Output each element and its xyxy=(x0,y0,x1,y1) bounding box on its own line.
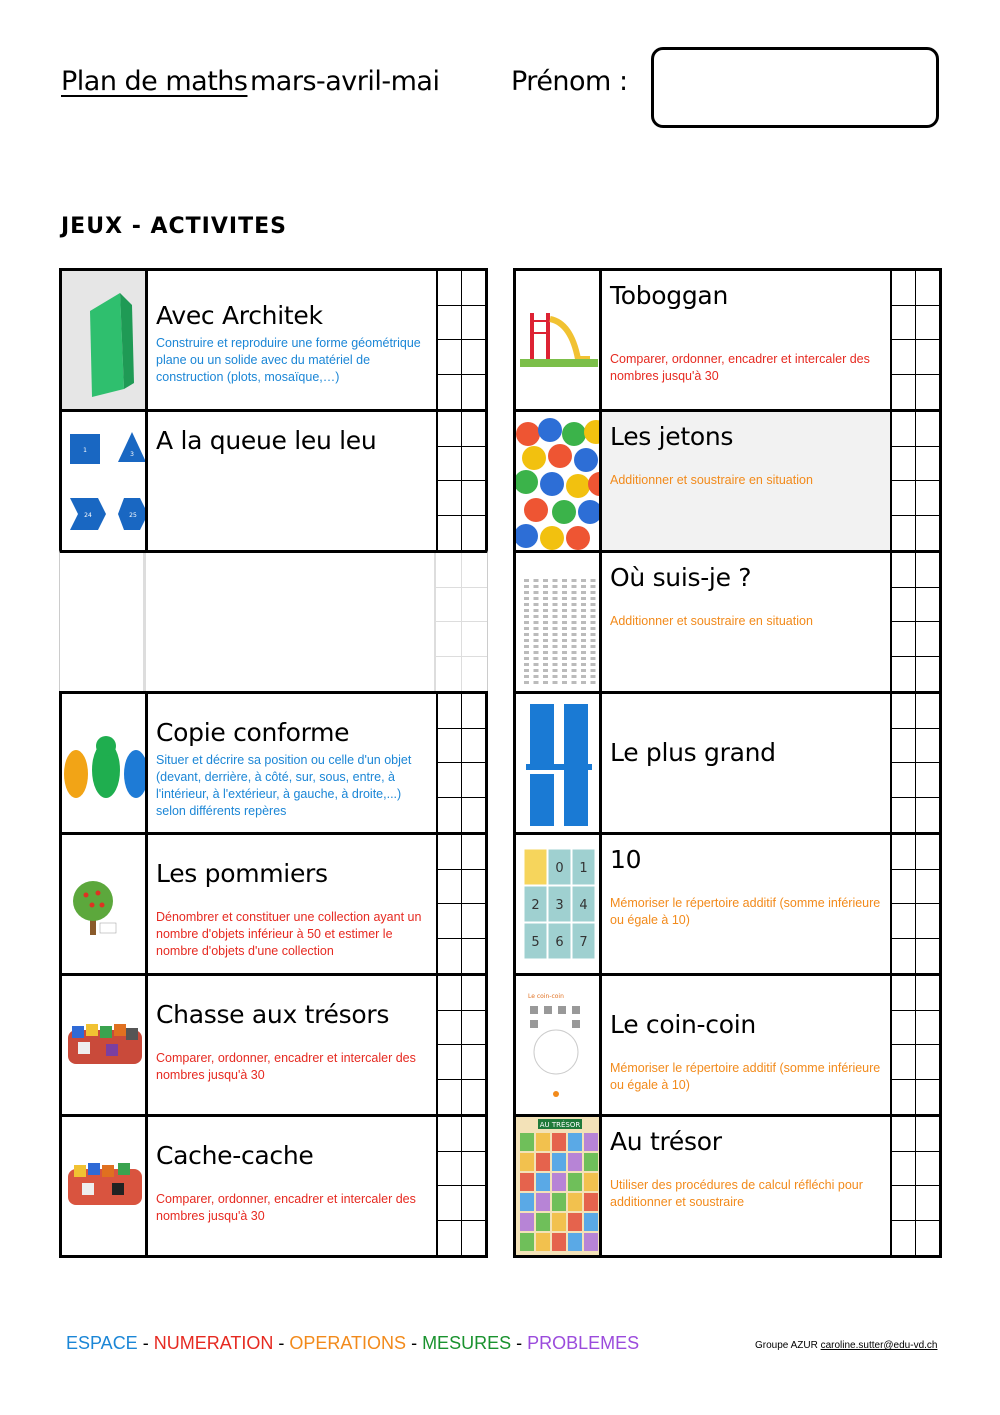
svg-text:24: 24 xyxy=(84,512,92,519)
progress-checkbox[interactable] xyxy=(438,375,462,410)
progress-checkbox[interactable] xyxy=(438,271,462,306)
progress-checkbox[interactable] xyxy=(916,375,940,410)
activity-row xyxy=(59,268,488,412)
activity-text xyxy=(148,1117,438,1255)
progress-checkbox[interactable] xyxy=(892,1221,916,1256)
progress-checkboxes[interactable] xyxy=(438,835,485,973)
activity-row xyxy=(513,268,942,412)
svg-text:AU TRÉSOR: AU TRÉSOR xyxy=(539,1121,581,1129)
progress-checkboxes[interactable] xyxy=(438,694,485,832)
activity-row xyxy=(513,691,942,835)
activity-row xyxy=(513,409,942,553)
activity-illustration xyxy=(516,412,602,550)
progress-checkboxes[interactable] xyxy=(892,553,939,691)
legend-sep: - xyxy=(273,1333,290,1353)
progress-checkbox[interactable] xyxy=(462,798,486,833)
activity-row xyxy=(513,1114,942,1258)
activity-title: Copie conforme xyxy=(156,718,350,747)
progress-checkbox[interactable] xyxy=(438,412,462,447)
progress-checkbox[interactable] xyxy=(892,939,916,974)
progress-checkbox[interactable] xyxy=(462,588,488,623)
progress-checkbox[interactable] xyxy=(892,1117,916,1152)
activity-text xyxy=(602,976,892,1114)
progress-checkbox[interactable] xyxy=(438,835,462,870)
progress-checkbox[interactable] xyxy=(462,694,486,729)
activity-illustration xyxy=(516,835,602,973)
activity-row xyxy=(59,691,488,835)
progress-checkbox[interactable] xyxy=(892,412,916,447)
progress-checkbox[interactable] xyxy=(892,835,916,870)
progress-checkboxes[interactable] xyxy=(438,412,485,550)
progress-checkbox[interactable] xyxy=(438,1221,462,1256)
progress-checkbox[interactable] xyxy=(892,1152,916,1187)
svg-text:0: 0 xyxy=(555,861,564,876)
activity-description: Additionner et soustraire en situation xyxy=(610,473,813,487)
progress-checkbox[interactable] xyxy=(462,870,486,905)
activity-illustration xyxy=(62,271,148,409)
activity-illustration xyxy=(516,271,602,409)
progress-checkbox[interactable] xyxy=(916,694,940,729)
activities-right-column xyxy=(513,268,942,1258)
progress-checkbox[interactable] xyxy=(462,516,486,551)
progress-checkbox[interactable] xyxy=(916,798,940,833)
activity-text xyxy=(148,412,438,550)
activity-title: Chasse aux trésors xyxy=(156,1000,390,1029)
activity-text xyxy=(148,835,438,973)
activity-title: Avec Architek xyxy=(156,301,323,330)
progress-checkbox[interactable] xyxy=(916,588,940,623)
progress-checkbox[interactable] xyxy=(892,588,916,623)
svg-text:2: 2 xyxy=(531,898,540,913)
progress-checkbox[interactable] xyxy=(916,657,940,692)
progress-checkbox[interactable] xyxy=(892,481,916,516)
progress-checkbox[interactable] xyxy=(916,271,940,306)
progress-checkbox[interactable] xyxy=(462,375,486,410)
progress-checkboxes[interactable] xyxy=(438,271,485,409)
activity-title: A la queue leu leu xyxy=(156,426,377,455)
progress-checkbox[interactable] xyxy=(438,694,462,729)
progress-checkbox[interactable] xyxy=(438,1045,462,1080)
progress-checkbox[interactable] xyxy=(436,622,462,657)
progress-checkbox[interactable] xyxy=(916,870,940,905)
legend-sep: - xyxy=(137,1333,154,1353)
activity-description: Additionner et soustraire en situation xyxy=(610,614,813,628)
activity-text xyxy=(602,835,892,973)
activity-description: Comparer, ordonner, encadrer et intercaler des nombres jusqu'à 30 xyxy=(156,1051,416,1082)
progress-checkbox[interactable] xyxy=(916,729,940,764)
legend-problemes: PROBLEMES xyxy=(527,1333,640,1353)
progress-checkbox[interactable] xyxy=(462,976,486,1011)
progress-checkbox[interactable] xyxy=(916,340,940,375)
progress-checkbox[interactable] xyxy=(462,1011,486,1046)
progress-checkboxes[interactable] xyxy=(438,1117,485,1255)
progress-checkbox[interactable] xyxy=(462,1152,486,1187)
progress-checkbox[interactable] xyxy=(892,694,916,729)
activity-row xyxy=(59,550,488,694)
progress-checkbox[interactable] xyxy=(462,553,488,588)
progress-checkbox[interactable] xyxy=(438,340,462,375)
progress-checkbox[interactable] xyxy=(892,798,916,833)
progress-checkbox[interactable] xyxy=(462,1221,486,1256)
svg-text:Le coin-coin: Le coin-coin xyxy=(528,993,564,1000)
progress-checkbox[interactable] xyxy=(892,553,916,588)
activities-left-column xyxy=(59,268,488,1258)
activity-text xyxy=(148,976,438,1114)
progress-checkbox[interactable] xyxy=(892,447,916,482)
progress-checkbox[interactable] xyxy=(892,1080,916,1115)
progress-checkbox[interactable] xyxy=(462,1117,486,1152)
activity-title: Cache-cache xyxy=(156,1141,314,1170)
activity-title: 10 xyxy=(610,845,642,874)
activity-description: Utiliser des procédures de calcul réfléchi pour additionner et soustraire xyxy=(610,1178,863,1209)
progress-checkbox[interactable] xyxy=(892,729,916,764)
activity-illustration xyxy=(62,694,148,832)
section-title: JEUX - ACTIVITES xyxy=(61,214,287,239)
progress-checkbox[interactable] xyxy=(462,447,486,482)
progress-checkbox[interactable] xyxy=(916,1186,940,1221)
activity-text xyxy=(148,271,438,409)
activity-illustration xyxy=(516,1117,602,1255)
progress-checkbox[interactable] xyxy=(916,1080,940,1115)
activity-title: Les jetons xyxy=(610,422,734,451)
progress-checkbox[interactable] xyxy=(462,622,488,657)
progress-checkbox[interactable] xyxy=(892,976,916,1011)
progress-checkboxes[interactable] xyxy=(892,271,939,409)
progress-checkbox[interactable] xyxy=(892,306,916,341)
progress-checkbox[interactable] xyxy=(436,588,462,623)
activity-title: Les pommiers xyxy=(156,859,328,888)
progress-checkboxes[interactable] xyxy=(892,412,939,550)
activity-text xyxy=(602,271,892,409)
activity-row xyxy=(513,832,942,976)
progress-checkbox[interactable] xyxy=(916,939,940,974)
progress-checkboxes[interactable] xyxy=(438,976,485,1114)
activity-description: Comparer, ordonner, encadrer et intercaler des nombres jusqu'à 30 xyxy=(610,352,870,383)
legend-sep: - xyxy=(406,1333,423,1353)
progress-checkbox[interactable] xyxy=(438,798,462,833)
progress-checkbox[interactable] xyxy=(916,835,940,870)
progress-checkbox[interactable] xyxy=(916,1011,940,1046)
progress-checkbox[interactable] xyxy=(916,447,940,482)
progress-checkbox[interactable] xyxy=(438,904,462,939)
credit xyxy=(755,1340,937,1351)
svg-text:3: 3 xyxy=(130,451,134,458)
progress-checkbox[interactable] xyxy=(916,553,940,588)
domain-legend xyxy=(66,1333,639,1354)
progress-checkbox[interactable] xyxy=(892,375,916,410)
progress-checkbox[interactable] xyxy=(916,481,940,516)
progress-checkboxes[interactable] xyxy=(892,835,939,973)
progress-checkbox[interactable] xyxy=(462,1045,486,1080)
legend-operations: OPERATIONS xyxy=(289,1333,407,1353)
activity-illustration xyxy=(62,976,148,1114)
activity-row xyxy=(59,409,488,553)
svg-text:1: 1 xyxy=(83,447,87,454)
progress-checkbox[interactable] xyxy=(916,1117,940,1152)
progress-checkbox[interactable] xyxy=(436,553,462,588)
legend-numeration: NUMERATION xyxy=(153,1333,274,1353)
activity-description: Dénombrer et constituer une collection ayant un nombre d'objets inférieur à 50 et estimer le nombre d'objets d'une collection xyxy=(156,910,422,958)
svg-text:1: 1 xyxy=(579,861,588,876)
activity-row xyxy=(513,973,942,1117)
progress-checkbox[interactable] xyxy=(916,306,940,341)
progress-checkbox[interactable] xyxy=(438,1186,462,1221)
progress-checkboxes[interactable] xyxy=(892,694,939,832)
progress-checkbox[interactable] xyxy=(462,306,486,341)
activity-illustration xyxy=(516,694,602,832)
svg-text:7: 7 xyxy=(579,935,588,950)
progress-checkbox[interactable] xyxy=(462,835,486,870)
progress-checkbox[interactable] xyxy=(916,516,940,551)
progress-checkbox[interactable] xyxy=(462,729,486,764)
progress-checkbox[interactable] xyxy=(438,1152,462,1187)
activity-title: Le coin-coin xyxy=(610,1010,756,1039)
progress-checkbox[interactable] xyxy=(462,763,486,798)
progress-checkbox[interactable] xyxy=(892,1045,916,1080)
progress-checkbox[interactable] xyxy=(462,340,486,375)
progress-checkbox[interactable] xyxy=(438,729,462,764)
progress-checkbox[interactable] xyxy=(892,516,916,551)
progress-checkbox[interactable] xyxy=(892,1186,916,1221)
activity-text xyxy=(146,553,436,691)
activity-description: Mémoriser le répertoire additif (somme inférieure ou égale à 10) xyxy=(610,1061,881,1092)
activity-row xyxy=(59,1114,488,1258)
activity-text xyxy=(602,1117,892,1255)
plan-title: Plan de maths xyxy=(61,66,248,97)
progress-checkbox[interactable] xyxy=(892,1011,916,1046)
progress-checkbox[interactable] xyxy=(892,870,916,905)
svg-text:5: 5 xyxy=(531,935,540,950)
progress-checkbox[interactable] xyxy=(916,976,940,1011)
progress-checkbox[interactable] xyxy=(892,340,916,375)
progress-checkbox[interactable] xyxy=(438,516,462,551)
progress-checkbox[interactable] xyxy=(438,447,462,482)
legend-mesures: MESURES xyxy=(422,1333,512,1353)
progress-checkbox[interactable] xyxy=(892,763,916,798)
legend-espace: ESPACE xyxy=(66,1333,138,1353)
progress-checkbox[interactable] xyxy=(462,657,488,692)
activity-text xyxy=(602,694,892,832)
progress-checkbox[interactable] xyxy=(462,481,486,516)
progress-checkbox[interactable] xyxy=(438,306,462,341)
progress-checkbox[interactable] xyxy=(462,904,486,939)
activity-row xyxy=(59,973,488,1117)
activity-illustration xyxy=(516,553,602,691)
activity-description: Mémoriser le répertoire additif (somme inférieure ou égale à 10) xyxy=(610,896,881,927)
progress-checkbox[interactable] xyxy=(916,412,940,447)
activity-title: Toboggan xyxy=(610,281,728,310)
activity-illustration xyxy=(62,835,148,973)
activity-title: Le plus grand xyxy=(610,738,776,767)
progress-checkbox[interactable] xyxy=(916,1221,940,1256)
progress-checkbox[interactable] xyxy=(892,622,916,657)
progress-checkbox[interactable] xyxy=(916,622,940,657)
activity-title: Au trésor xyxy=(610,1127,722,1156)
activity-description: Situer et décrire sa position ou celle d'un objet (devant, derrière, à côté, sur, sous, entre, à l'intérieur, à l'extérieur, à gauche, à droite,...) selon différents repères xyxy=(156,753,412,818)
progress-checkbox[interactable] xyxy=(916,1152,940,1187)
activity-row xyxy=(513,550,942,694)
legend-sep: - xyxy=(511,1333,528,1353)
period-label: mars-avril-mai xyxy=(250,66,440,97)
credit-group: Groupe AZUR xyxy=(755,1340,818,1351)
activity-illustration xyxy=(516,976,602,1114)
prenom-label: Prénom : xyxy=(511,66,628,97)
progress-checkbox[interactable] xyxy=(438,1080,462,1115)
progress-checkbox[interactable] xyxy=(436,657,462,692)
prenom-input-box[interactable] xyxy=(651,47,939,128)
progress-checkbox[interactable] xyxy=(462,271,486,306)
progress-checkboxes[interactable] xyxy=(892,976,939,1114)
progress-checkbox[interactable] xyxy=(438,763,462,798)
activity-description: Comparer, ordonner, encadrer et intercaler des nombres jusqu'à 30 xyxy=(156,1192,416,1223)
svg-text:6: 6 xyxy=(555,935,564,950)
svg-text:4: 4 xyxy=(579,898,588,913)
progress-checkbox[interactable] xyxy=(462,1186,486,1221)
progress-checkbox[interactable] xyxy=(916,1045,940,1080)
activity-illustration xyxy=(62,1117,148,1255)
progress-checkboxes[interactable] xyxy=(892,1117,939,1255)
activity-illustration xyxy=(60,553,146,691)
activity-text xyxy=(148,694,438,832)
progress-checkbox[interactable] xyxy=(916,763,940,798)
activity-illustration xyxy=(62,412,148,550)
progress-checkbox[interactable] xyxy=(462,939,486,974)
progress-checkbox[interactable] xyxy=(462,412,486,447)
activity-text xyxy=(602,412,892,550)
progress-checkbox[interactable] xyxy=(438,939,462,974)
progress-checkbox[interactable] xyxy=(438,870,462,905)
progress-checkbox[interactable] xyxy=(462,1080,486,1115)
progress-checkbox[interactable] xyxy=(916,904,940,939)
progress-checkbox[interactable] xyxy=(438,976,462,1011)
progress-checkbox[interactable] xyxy=(438,1117,462,1152)
progress-checkbox[interactable] xyxy=(438,1011,462,1046)
progress-checkbox[interactable] xyxy=(892,271,916,306)
progress-checkbox[interactable] xyxy=(892,904,916,939)
svg-text:3: 3 xyxy=(555,898,564,913)
credit-email[interactable]: caroline.sutter@edu-vd.ch xyxy=(820,1340,938,1351)
activity-row xyxy=(59,832,488,976)
progress-checkbox[interactable] xyxy=(438,481,462,516)
activity-description: Construire et reproduire une forme géométrique plane ou un solide avec du matériel de construction (plots, mosaïque,…) xyxy=(156,336,421,384)
progress-checkboxes[interactable] xyxy=(436,553,487,691)
progress-checkbox[interactable] xyxy=(892,657,916,692)
activity-title: Où suis-je ? xyxy=(610,563,752,592)
activity-text xyxy=(602,553,892,691)
svg-text:25: 25 xyxy=(129,512,137,519)
